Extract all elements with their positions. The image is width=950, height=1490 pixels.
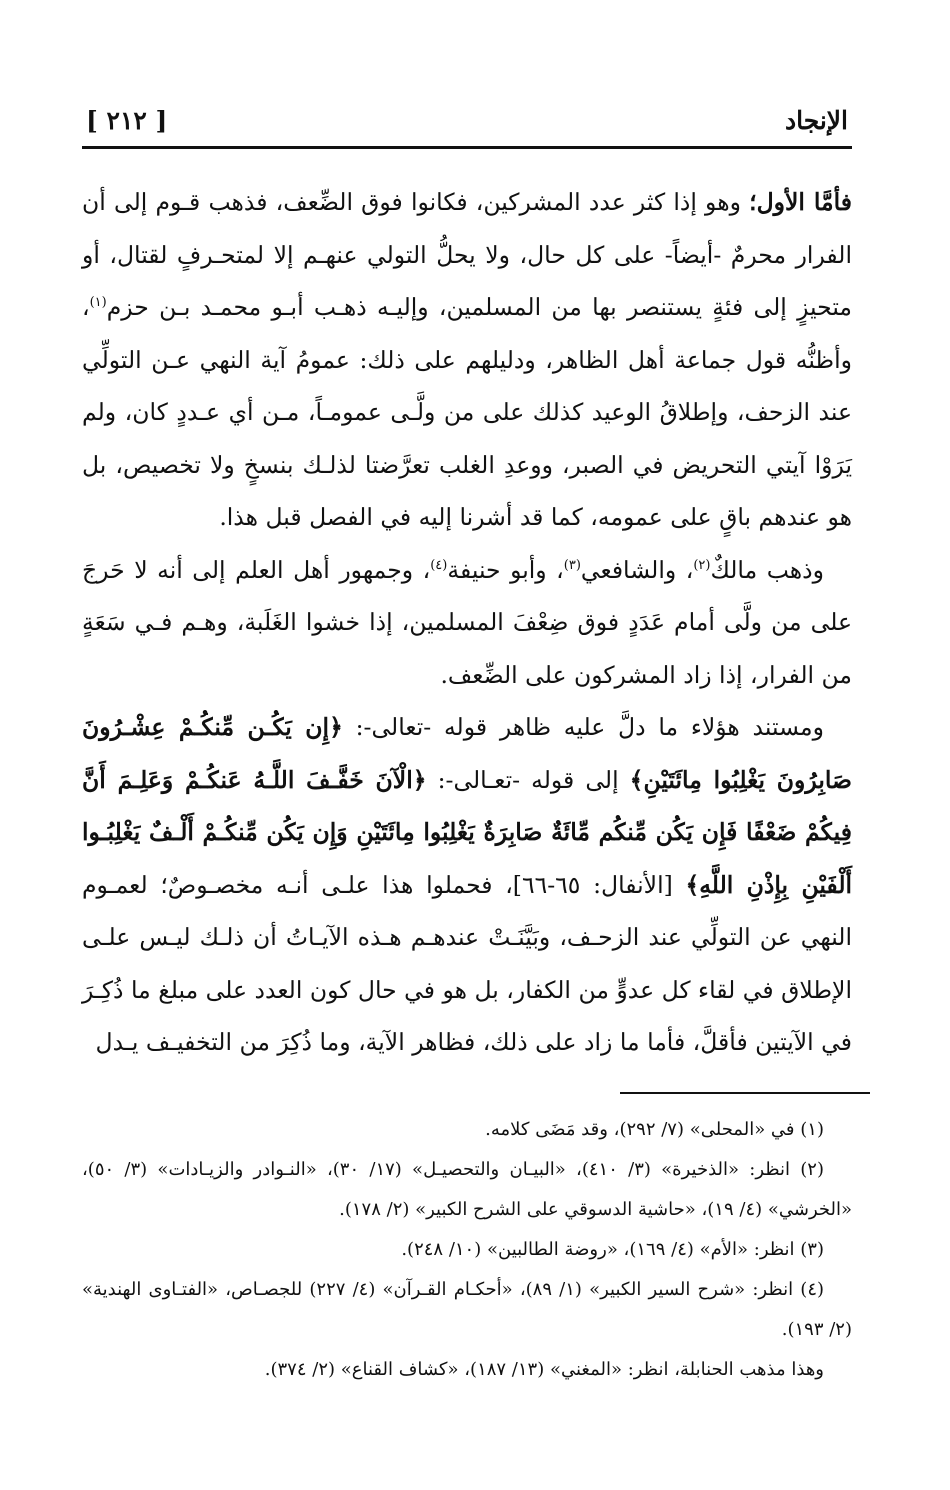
footnote-2: (٢) انظر: «الذخيرة» (٣/ ٤١٠)، «البيـان والتحصيـل» (١٧/ ٣٠)، «النـوادر والزيـادات» (٣/ ٥٠)، «الخرشي» (٤/ ١٩)، «حاشية الدسوقي على الشرح الكبير» (٢/ ١٧٨). xyxy=(82,1159,852,1220)
footnote-1: (١) في «المحلى» (٧/ ٢٩٢)، وقد مَضَى كلامه. xyxy=(485,1119,824,1140)
paragraph-1-text-b: ، وأظنُّه قول جماعة أهل الظاهر، ودليلهم على ذلك: عمومُ آية النهي عـن التولِّي عند الزحف، وإطلاقُ الوعيد كذلك على من ولَّـى عمومـاً، مـن أي عـددٍ كان، ولم يَرَوْا آيتي التحريض في الصبر، ووعدِ الغلب تعرَّضتا لذلـك بنسخٍ ولا تخصيص، بل هو عندهم باقٍ على عمومه، كما قد أشرنا إليه في الفصل قبل هذا. xyxy=(82,293,852,531)
main-text xyxy=(82,176,852,1069)
book-title: الإنجاد xyxy=(784,106,848,135)
footnote-ref-1: (١) xyxy=(89,295,107,311)
section-lead: فأمَّا الأول؛ xyxy=(749,188,852,216)
paragraph-1 xyxy=(82,176,852,544)
page-number: [ ٢١٢ ] xyxy=(86,106,168,135)
paragraph-2 xyxy=(82,544,852,702)
paragraph-2-text-a: وذهب مالكٌ xyxy=(710,555,824,584)
footnotes xyxy=(82,1110,852,1390)
paragraph-2-text-c: ، وأبو حنيفة xyxy=(447,555,564,584)
footnote-ref-4: (٤) xyxy=(430,557,448,573)
paragraph-3-text-b: إلى قوله -تعـالى-: xyxy=(426,765,630,794)
quran-verse-2: ﴿الْآنَ خَفَّـفَ اللَّـهُ عَنكُـمْ وَعَلِـمَ أَنَّ فِيكُمْ ضَعْفًا فَإِن يَكُن مِّنكُم مِّائَةٌ صَابِرَةٌ يَغْلِبُوا مِائَتَيْنِ وَإِن يَكُن مِّنكُـمْ أَلْـفٌ يَغْلِبُـوا أَلْفَيْنِ بِإِذْنِ اللَّهِ﴾ xyxy=(82,765,853,899)
paragraph-3 xyxy=(82,701,852,1069)
paragraph-1-text-a: وهو إذا كثر عدد المشركين، فكانوا فوق الضِّعف، فذهب قـوم إلى أن الفرار محرمٌ -أيضاً- على كل حال، ولا يحلُّ التولي عنهـم إلا لمتحـرفٍ لقتال، أو متحيزٍ إلى فئةٍ يستنصر بها من المسلمين، وإليـه ذهـب أبـو محمـد بـن حزم xyxy=(82,188,852,321)
paragraph-2-text-b: ، والشافعي xyxy=(580,555,694,584)
page-header xyxy=(82,102,852,149)
footnote-4-continued: وهذا مذهب الحنابلة، انظر: «المغني» (١٣/ ١٨٧)، «كشاف القناع» (٢/ ٣٧٤). xyxy=(264,1359,824,1380)
paragraph-3-text-a: ومستند هؤلاء ما دلَّ عليه ظاهر قوله -تعالى-: xyxy=(342,713,824,741)
paragraph-3-text-c: [الأنفال: ٦٥-٦٦]، فحملوا هذا علـى أنـه مخصـوصٌ؛ لعمـوم النهي عن التولِّي عند الزحـف، وبَيَّنَـتْ عندهـم هـذه الآيـاتُ أن ذلـك ليـس علـى الإطلاق في لقاء كل عدوٍّ من الكفار، بل هو في حال كون العدد على مبلغ ما ذُكِـرَ في الآيتين فأقلَّ، فأما ما زاد على ذلك، فظاهر الآية، وما ذُكِرَ من التخفيـف يـدل xyxy=(82,870,852,1056)
paragraph-2-text-d: ، وجمهور أهل العلم إلى أنه لا حَرجَ على من ولَّى أمام عَدَدٍ فوق ضِعْفَ المسلمين، إذا خشوا الغَلَبة، وهـم فـي سَعَةٍ من الفرار، إذا زاد المشركون على الضِّعف. xyxy=(82,555,852,689)
quran-verse-1: ﴿إِن يَكُـن مِّنكُـمْ عِشْـرُونَ صَابِرُونَ يَغْلِبُوا مِائَتَيْنِ﴾ xyxy=(82,713,853,794)
footnote-3: (٣) انظر: «الأم» (٤/ ١٦٩)، «روضة الطالبين» (١٠/ ٢٤٨). xyxy=(401,1239,824,1260)
footnote-ref-3: (٣) xyxy=(563,557,581,573)
footnote-4: (٤) انظر: «شرح السير الكبير» (١/ ٨٩)، «أحكـام القـرآن» (٤/ ٢٢٧) للجصـاص، «الفتـاوى الهندية» (٢/ ١٩٣). xyxy=(82,1279,852,1340)
footnote-ref-2: (٢) xyxy=(693,557,711,573)
footnote-separator xyxy=(620,1092,870,1094)
